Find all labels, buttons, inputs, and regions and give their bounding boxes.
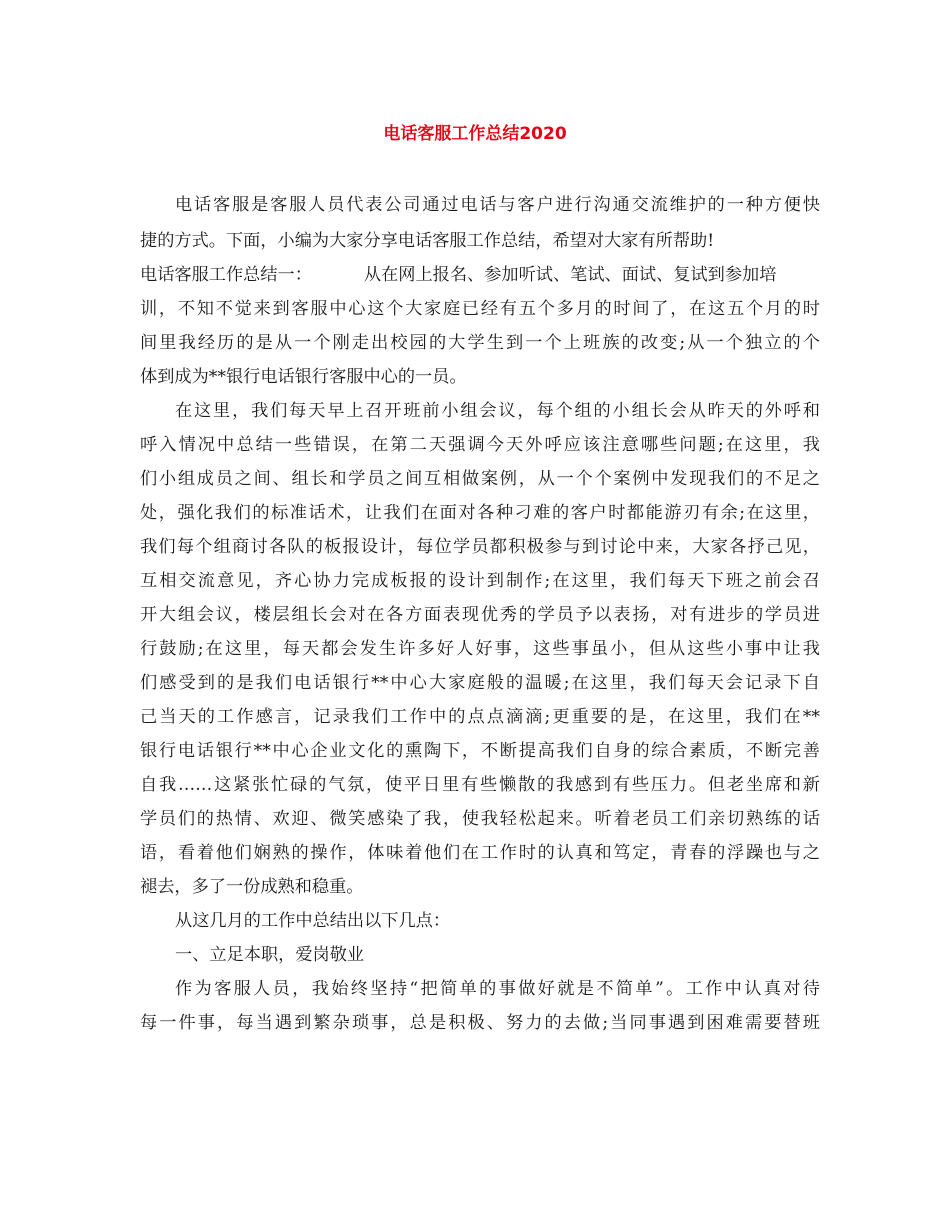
text-line: 语，看着他们娴熟的操作，体味着他们在工作时的认真和笃定，青春的浮躁也与之 xyxy=(140,843,820,863)
text-line: 己当天的工作感言，记录我们工作中的点点滴滴;更重要的是，在这里，我们在** xyxy=(140,707,820,727)
section-label: 电话客服工作总结一： xyxy=(140,265,312,285)
document-body xyxy=(140,186,820,1040)
text-line: 每一件事，每当遇到繁杂琐事，总是积极、努力的去做;当同事遇到困难需要替班 xyxy=(140,1013,820,1033)
text-line: 作为客服人员，我始终坚持“把简单的事做好就是不简单”。工作中认真对待 xyxy=(175,979,820,999)
text-line: 开大组会议，楼层组长会对在各方面表现优秀的学员予以表扬，对有进步的学员进 xyxy=(140,605,820,625)
document-title: 电话客服工作总结2020 xyxy=(383,124,567,144)
text-line: 自我……这紧张忙碌的气氛，使平日里有些懒散的我感到有些压力。但老坐席和新 xyxy=(140,775,820,795)
text-line: 学员们的热情、欢迎、微笑感染了我，使我轻松起来。听着老员工们亲切熟练的话 xyxy=(140,809,820,829)
heading-line: 一、立足本职，爱岗敬业 xyxy=(175,945,365,965)
text-line: 从这几月的工作中总结出以下几点： xyxy=(175,911,451,931)
text-line: 处，强化我们的标准话术，让我们在面对各种刁难的客户时都能游刃有余;在这里， xyxy=(140,503,820,523)
text-line xyxy=(140,258,820,292)
section-text: 从在网上报名、参加听试、笔试、面试、复试到参加培 xyxy=(363,265,777,285)
text-line: 捷的方式。下面，小编为大家分享电话客服工作总结，希望对大家有所帮助! xyxy=(140,231,715,251)
text-line: 呼入情况中总结一些错误，在第二天强调今天外呼应该注意哪些问题;在这里，我 xyxy=(140,435,820,455)
text-line: 互相交流意见，齐心协力完成板报的设计到制作;在这里，我们每天下班之前会召 xyxy=(140,571,820,591)
text-line: 我们每个组商讨各队的板报设计，每位学员都积极参与到讨论中来，大家各抒己见， xyxy=(140,537,820,557)
text-line: 褪去，多了一份成熟和稳重。 xyxy=(140,877,364,897)
text-line: 们小组成员之间、组长和学员之间互相做案例，从一个个案例中发现我们的不足之 xyxy=(140,469,820,489)
text-line: 银行电话银行**中心企业文化的熏陶下，不断提高我们自身的综合素质，不断完善 xyxy=(140,741,820,761)
text-line: 电话客服是客服人员代表公司通过电话与客户进行沟通交流维护的一种方便快 xyxy=(175,195,820,215)
text-line: 训，不知不觉来到客服中心这个大家庭已经有五个多月的时间了，在这五个月的时 xyxy=(140,299,820,319)
text-line: 体到成为**银行电话银行客服中心的一员。 xyxy=(140,367,467,387)
text-line: 们感受到的是我们电话银行**中心大家庭般的温暖;在这里，我们每天会记录下自 xyxy=(140,673,820,693)
text-line: 在这里，我们每天早上召开班前小组会议，每个组的小组长会从昨天的外呼和 xyxy=(175,401,820,421)
text-line: 间里我经历的是从一个刚走出校园的大学生到一个上班族的改变;从一个独立的个 xyxy=(140,333,820,353)
text-line: 行鼓励;在这里，每天都会发生许多好人好事，这些事虽小，但从这些小事中让我 xyxy=(140,639,820,659)
